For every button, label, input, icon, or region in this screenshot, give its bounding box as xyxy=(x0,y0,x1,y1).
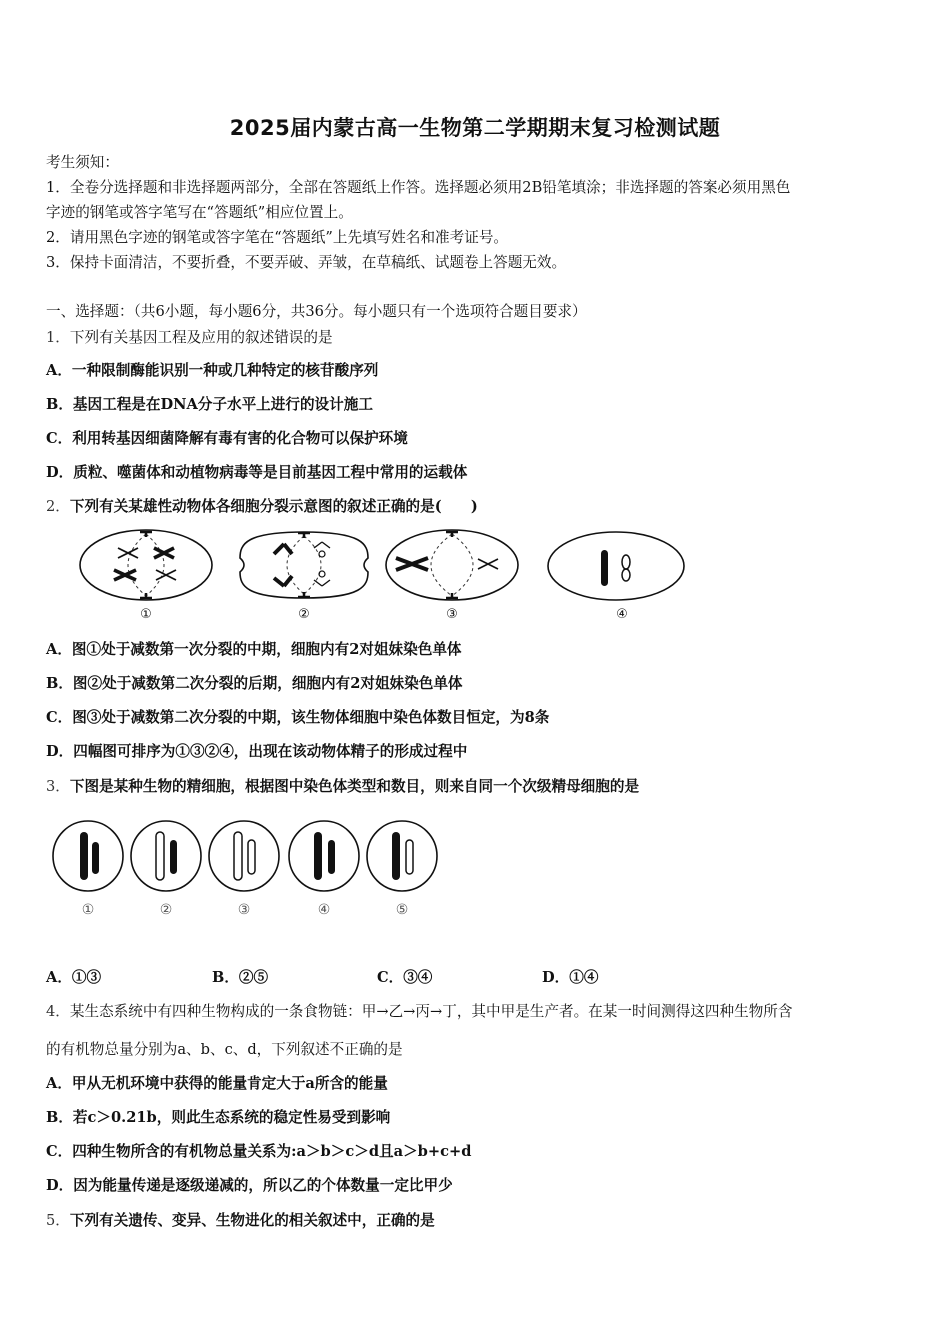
question-2 xyxy=(46,497,478,517)
section-heading: 一、选择题：（共6小题，每小题6分，共36分。每小题只有一个选项符合题目要求） xyxy=(46,303,587,320)
sperm-cell-3 xyxy=(209,821,279,891)
sperm-cell-5 xyxy=(367,821,437,891)
cell-division-figure xyxy=(70,524,700,624)
q4-option-d: D．因为能量传递是逐级递减的，所以乙的个体数量一定比甲少 xyxy=(46,1177,453,1194)
cell-label-3: ③ xyxy=(446,607,458,622)
cell-label-4: ④ xyxy=(616,607,628,622)
question-3 xyxy=(46,777,639,797)
sperm-cell-1 xyxy=(53,821,123,891)
notice-item-2: 2．请用黑色字迹的钢笔或答字笔在“答题纸”上先填写姓名和准考证号。 xyxy=(46,229,509,246)
q1-option-d: D．质粒、噬菌体和动植物病毒等是目前基因工程中常用的运载体 xyxy=(46,464,468,481)
q4-option-c: C．四种生物所含的有机物总量关系为:a＞b＞c＞d且a＞b+c+d xyxy=(46,1143,472,1160)
question-number: 5． xyxy=(46,1212,70,1229)
cell-label-2: ② xyxy=(298,607,310,622)
question-stem: 下列有关遗传、变异、生物进化的相关叙述中，正确的是 xyxy=(69,1212,435,1229)
question-number: 3． xyxy=(46,778,70,795)
cell-diagram-2 xyxy=(240,532,368,598)
sperm-label-3: ③ xyxy=(237,902,251,918)
q1-option-a: A．一种限制酶能识别一种或几种特定的核苷酸序列 xyxy=(46,362,379,379)
sperm-label-2: ② xyxy=(159,902,173,918)
q2-option-b: B．图②处于减数第二次分裂的后期，细胞内有2对姐妹染色单体 xyxy=(46,675,463,692)
sperm-cell-2 xyxy=(131,821,201,891)
sperm-cell-4 xyxy=(289,821,359,891)
q3-option-b: B．②⑤ xyxy=(212,969,269,986)
question-4 xyxy=(46,1002,793,1022)
q2-option-a: A．图①处于减数第一次分裂的中期，细胞内有2对姐妹染色单体 xyxy=(46,641,462,658)
notice-item-1: 1．全卷分选择题和非选择题两部分，全部在答题纸上作答。选择题必须用2B铅笔填涂；非选择题的答案必须用黑色 xyxy=(46,179,791,196)
question-number: 4． xyxy=(46,1003,70,1020)
q1-option-c: C．利用转基因细菌降解有毒有害的化合物可以保护环境 xyxy=(46,430,408,447)
q2-option-c: C．图③处于减数第二次分裂的中期，该生物体细胞中染色体数目恒定，为8条 xyxy=(46,709,550,726)
sperm-cell-figure xyxy=(52,818,452,922)
question-stem: 下列有关某雄性动物体各细胞分裂示意图的叙述正确的是( ) xyxy=(69,498,478,515)
question-5 xyxy=(46,1211,435,1231)
q1-option-b: B．基因工程是在DNA分子水平上进行的设计施工 xyxy=(46,396,373,413)
question-number: 1． xyxy=(46,329,70,346)
cell-diagram-4 xyxy=(548,532,684,600)
notice-item-1-cont: 字迹的钢笔或答字笔写在“答题纸”相应位置上。 xyxy=(46,204,353,221)
q3-option-c: C．③④ xyxy=(377,969,433,986)
question-stem: 下列有关基因工程及应用的叙述错误的是 xyxy=(69,329,333,346)
q3-option-a: A．①③ xyxy=(46,969,102,986)
cell-diagram-1 xyxy=(80,530,212,600)
q4-option-b: B．若c＞0.21b，则此生态系统的稳定性易受到影响 xyxy=(46,1109,391,1126)
question-number: 2． xyxy=(46,498,70,515)
page-title: 2025届内蒙古高一生物第二学期期末复习检测试题 xyxy=(229,116,721,140)
question-4-cont: 的有机物总量分别为a、b、c、d，下列叙述不正确的是 xyxy=(46,1041,403,1058)
sperm-label-4: ④ xyxy=(317,902,331,918)
q4-option-a: A．甲从无机环境中获得的能量肯定大于a所含的能量 xyxy=(46,1075,388,1092)
notice-heading: 考生须知： xyxy=(46,154,119,171)
notice-item-3: 3．保持卡面清洁，不要折叠，不要弄破、弄皱，在草稿纸、试题卷上答题无效。 xyxy=(46,254,567,271)
cell-diagram-3 xyxy=(386,530,518,600)
question-1 xyxy=(46,328,333,348)
q3-option-d: D．①④ xyxy=(542,969,599,986)
q2-option-d: D．四幅图可排序为①③②④，出现在该动物体精子的形成过程中 xyxy=(46,743,468,760)
question-stem-line-1: 某生态系统中有四种生物构成的一条食物链：甲→乙→丙→丁，其中甲是生产者。在某一时间测得这四种生物所含 xyxy=(69,1003,793,1020)
question-stem: 下图是某种生物的精细胞，根据图中染色体类型和数目，则来自同一个次级精母细胞的是 xyxy=(69,778,640,795)
cell-label-1: ① xyxy=(140,607,152,622)
sperm-label-5: ⑤ xyxy=(395,902,409,918)
sperm-label-1: ① xyxy=(81,902,95,918)
